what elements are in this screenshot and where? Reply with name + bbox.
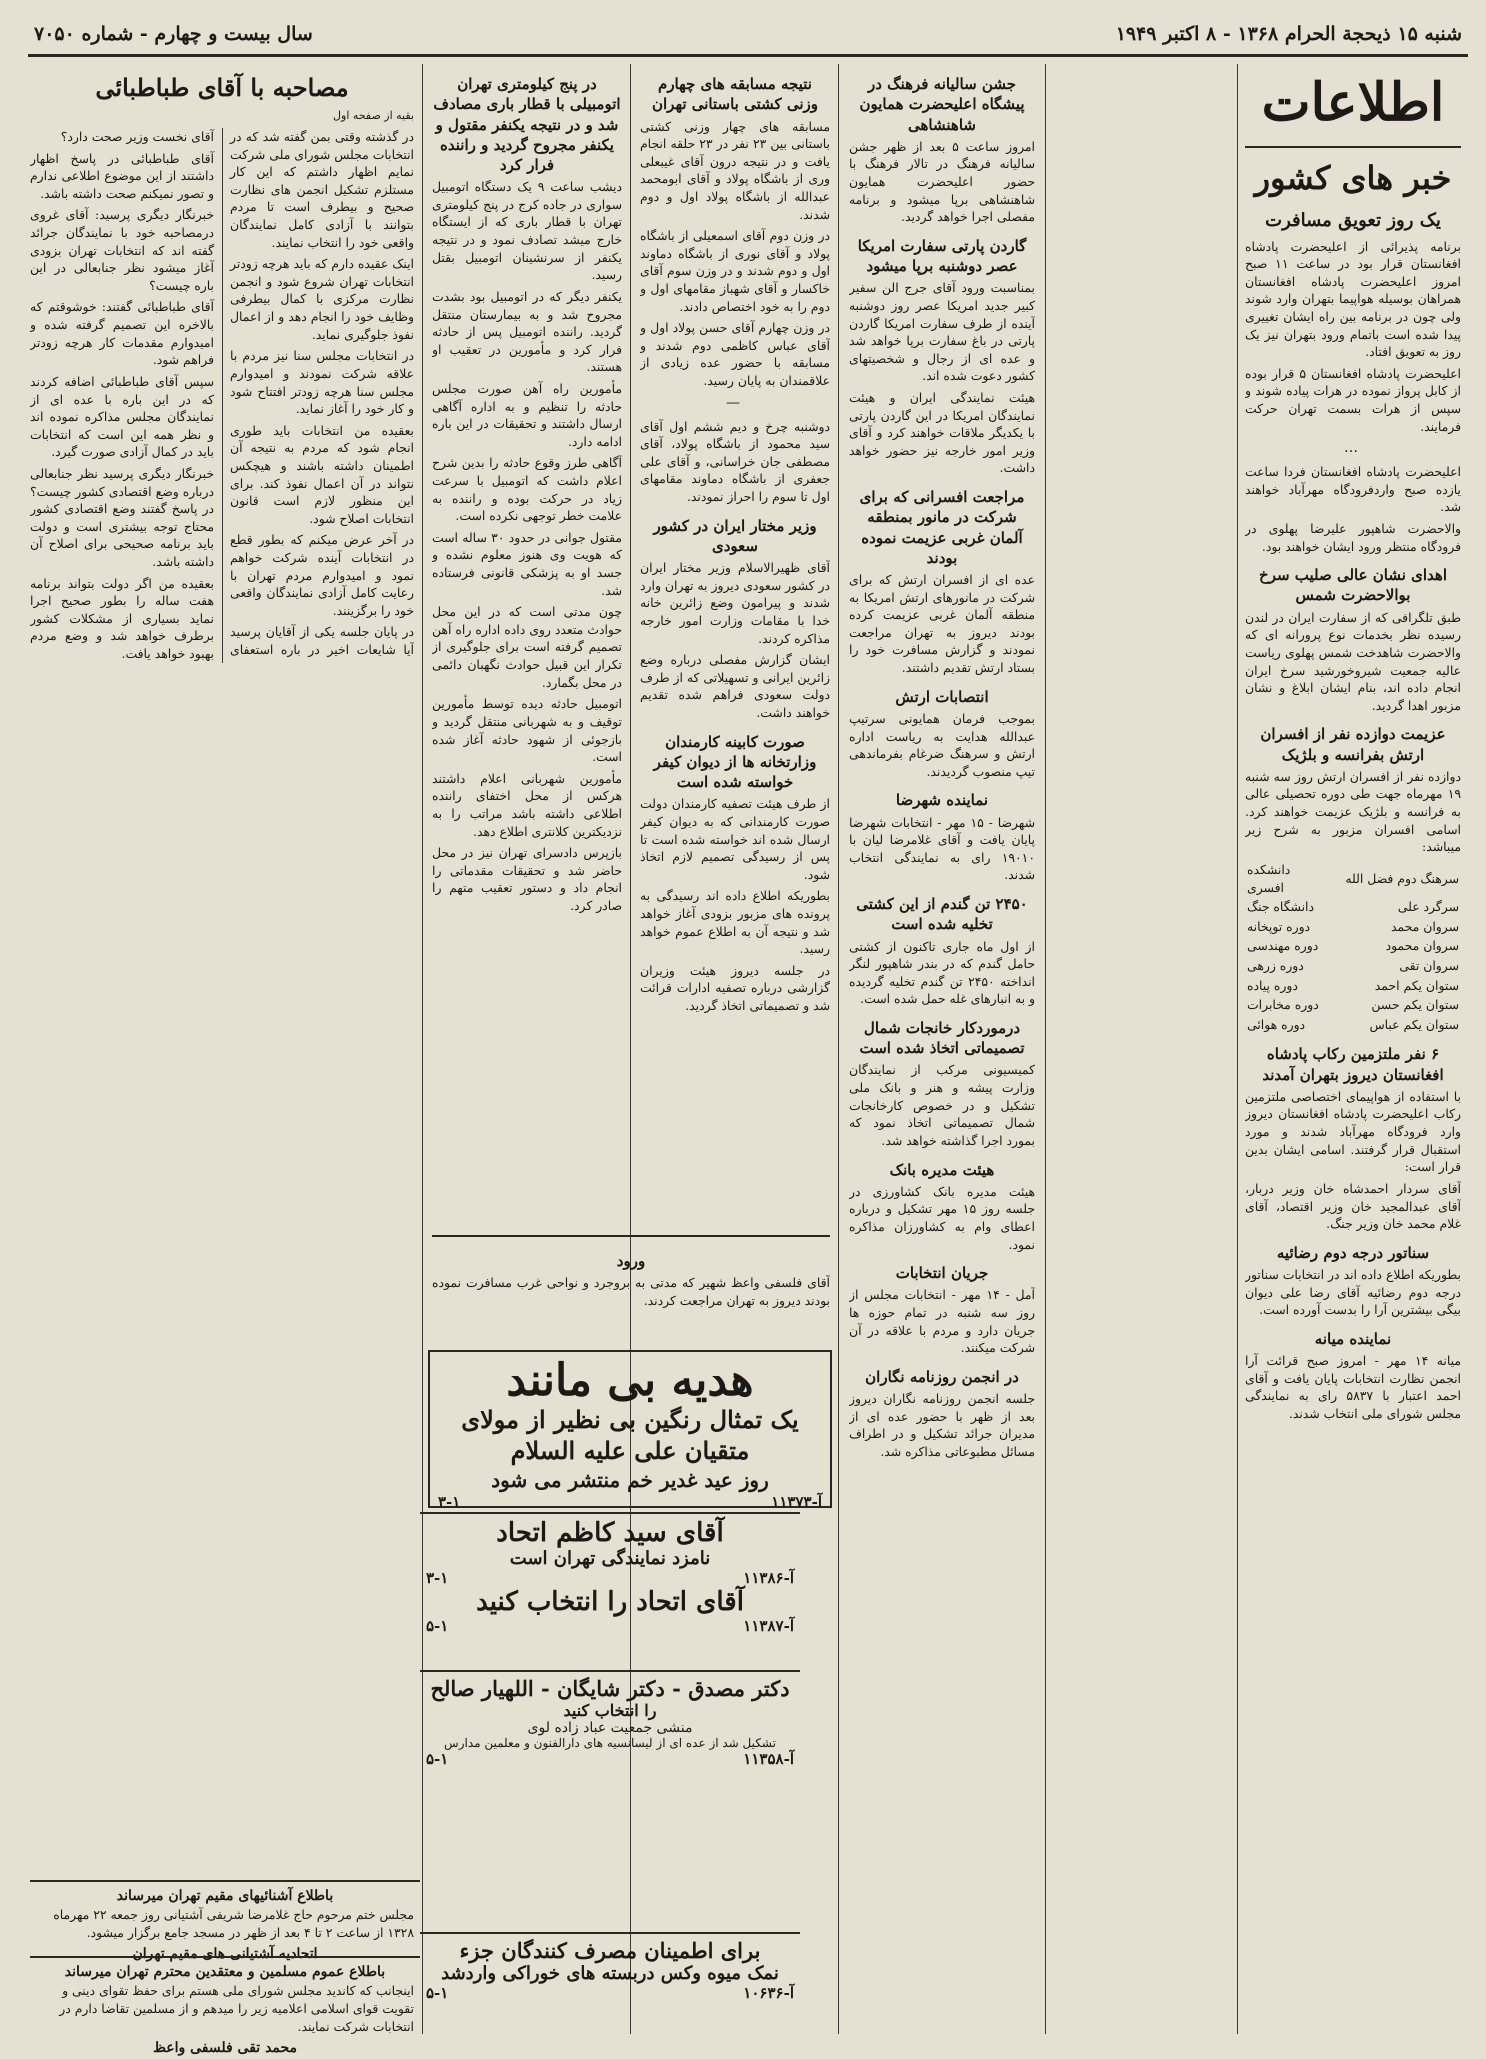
notice-box	[30, 1956, 420, 2057]
article-paragraph: بعقیده من اگر دولت بتواند برنامه هفت ساله را بطور صحیح اجرا نماید بسیاری از مشکلات کشور برطرف خواهد شد و وضع مردم بهبود خواهد یافت.	[30, 575, 214, 662]
officer-list	[1245, 860, 1461, 1034]
article-paragraph: با استفاده از هواپیمای اختصاصی ملتزمین رکاب اعلیحضرت پادشاه افغانستان دیروز وارد فرودگاه مهرآباد شدند و مورد استقبال قرار گرفتند. اسامی ایشان بدین قرار است:	[1245, 1088, 1461, 1175]
headline: عزیمت دوازده نفر از افسران ارتش بفرانسه و بلژیک	[1260, 725, 1446, 764]
officer-name: سروان محمد	[1391, 918, 1459, 934]
ad-codes	[426, 1984, 794, 2002]
headline: ۲۴۵۰ تن گندم از این کشتی تخلیه شده است	[856, 895, 1028, 934]
article-paragraph: بطوریکه اطلاع داده اند در انتخابات سناتور درجه دوم رضائیه آقای رضا علی دیوان بیگی بیشترین آرا را بدست آورده است.	[1245, 1267, 1461, 1318]
officer-name: ستوان یکم حسن	[1371, 997, 1459, 1013]
column-5	[30, 64, 414, 1544]
headline: صورت کابینه کارمندان وزارتخانه ها از دیوان کیفر خواسته شده است	[653, 732, 817, 792]
arrival-item	[432, 1235, 830, 1351]
ad-title: دکتر مصدق - دکتر شایگان - اللهیار صالح	[430, 1676, 790, 1701]
headline: گاردن پارتی سفارت امریکا عصر دوشنبه برپا میشود	[857, 236, 1027, 276]
article-paragraph: بازپرس دادسرای تهران نیز در محل حاضر شد و تحقیقات مقدماتی را انجام داد و دستور تعقیب متهم را صادر کرد.	[432, 845, 622, 914]
article-paragraph: دوشنبه چرخ و دیم ششم اول آقای سید محمود از باشگاه پولاد، آقای مصطفی جان خراسانی، و آقای علی جعفری از باشگاه دماوند مقامهای اول تا سوم را احراز نمودند.	[640, 418, 830, 504]
officer-name: سروان محمود	[1385, 938, 1459, 954]
ad-signature: منشی جمعیت عباد زاده لوی	[527, 1720, 693, 1736]
issue-header	[28, 14, 1468, 57]
ad-code: ۳-۱	[438, 1492, 461, 1511]
article-paragraph: مقتول جوانی در حدود ۳۰ ساله است که هویت وی هنوز معلوم نشده و جسد او به پزشکی قانونی فرستاده شد.	[432, 529, 622, 598]
divider: …	[1344, 440, 1362, 457]
article-paragraph: آقای سردار احمدشاه خان وزیر دربار، آقای عبدالمجید خان وزیر اقتصاد، آقای غلام محمد خان وزیر جنگ.	[1245, 1180, 1461, 1232]
advertisement-candidate	[420, 1512, 800, 1666]
ad-code: آ-۱۱۳۸۷	[743, 1617, 794, 1635]
ad-code: ۵-۱	[426, 1750, 449, 1768]
article-paragraph: برنامه پذیرائی از اعلیحضرت پادشاه افغانستان قرار بود در ساعت ۱۱ صبح امروز اعلیحضرت پادشاه افغانستان همراهان بوسیله هواپیما بتهران وارد شوند ولی چون در برنامه بین راه ایشان تغییری پیدا شده است باتمام ورود بتهران نیز یک روز به تعویق افتاد.	[1245, 238, 1461, 360]
article-paragraph: در وزن چهارم آقای حسن پولاد اول و آقای عباس کاظمی دوم شدند و مسابقه با حضور عده زیادی از علاقمندان به پایان رسید.	[640, 320, 830, 389]
notice-heading: باطلاع عموم مسلمین و معتقدین محترم تهران میرساند	[64, 1964, 386, 1980]
column-rule	[838, 64, 839, 2034]
article-paragraph: از طرف هیئت تصفیه کارمندان دولت صورت کارمندانی که به دیوان کیفر ارسال شده اند خواسته شده است تا پس از رسیدگی تصمیم لازم اتخاذ شود.	[640, 796, 830, 882]
ad-code: آ-۱۱۳۸۶	[743, 1569, 794, 1587]
article-paragraph: مأمورین شهربانی اعلام داشتند هرکس از محل اختفای راننده اطلاعی داشته باشد مراتب را به نزدیکترین کلانتری اطلاع دهد.	[432, 770, 622, 839]
article-paragraph: در آخر عرض میکنم که بطور قطع در انتخابات آینده شرکت خواهم نمود و امیدوارم مردم تهران با رعایت کامل آزادی نمایندگان واقعی خود را برگزینند.	[230, 532, 414, 618]
article-paragraph: سپس آقای طباطبائی اضافه کردند که در این باره با عده ای از نمایندگان مجلس مذاکره نموده اند و نظر همه این است که انتخابات باید در کمال آزادی صورت گیرد.	[30, 373, 214, 460]
article-paragraph: در انتخابات مجلس سنا نیز مردم با علاقه شرکت نمودند و امیدوارم مجلس سنا هرچه زودتر افتتاح شود و کار خود را آغاز نماید.	[230, 348, 414, 417]
ad-line: نمک میوه وکس دربسته های خوراکی واردشد	[441, 1963, 779, 1984]
headline: ورود	[616, 1252, 646, 1270]
headline: مصاحبه با آقای طباطبائی	[95, 73, 349, 102]
ad-codes	[426, 1569, 794, 1587]
article-paragraph: ایشان گزارش مفصلی درباره وضع زائرین ایرانی و تسهیلاتی که از طرف دولت سعودی فراهم شده تقدیم خواهند داشت.	[640, 652, 830, 720]
issue-volume: سال بیست و چهارم - شماره ۷۰۵۰	[34, 23, 313, 45]
article-paragraph: آقای ظهیرالاسلام وزیر مختار ایران در کشور سعودی دیروز به تهران وارد شدند و پیرامون وضع زائرین خانه خدا با مقامات وزارت امور خارجه مذاکره کردند.	[640, 560, 830, 646]
article-paragraph: در گذشته وقتی بمن گفته شد که در انتخابات مجلس شورای ملی شرکت نمایم اظهار داشتم که این کار مستلزم تشکیل انجمن های نظارت صحیح و بیطرف است تا مردم بتوانند با آزادی کامل نمایندگان واقعی خود را انتخاب نمایند.	[230, 129, 414, 250]
article-paragraph: یکنفر دیگر که در اتومبیل بود بشدت مجروح شد و به بیمارستان منتقل گردید. راننده اتومبیل پس از حادثه فرار کرد و مأمورین در تعقیب او هستند.	[432, 288, 622, 375]
officer-branch: دوره پیاده	[1247, 977, 1298, 993]
officer-name: سروان تقی	[1399, 957, 1459, 973]
headline: جشن سالیانه فرهنگ در پیشگاه اعلیحضرت همایون شاهنشاهی	[859, 75, 1025, 134]
officer-branch: دانشگاه جنگ	[1247, 899, 1314, 915]
list-item	[1245, 956, 1461, 976]
column-2	[849, 64, 1035, 2029]
ad-title: آقای سید کاظم اتحاد	[496, 1518, 724, 1548]
ad-slogan: آقای اتحاد را انتخاب کنید	[476, 1587, 744, 1617]
article-paragraph: دوازده نفر از افسران ارتش روز سه شنبه ۱۹ مهرماه جهت طی دوره تحصیلی عالی به فرانسه و بلژیک عزیمت خواهند کرد. اسامی افسران مزبور به شرح زیر میباشد:	[1245, 768, 1461, 855]
ad-line: یک تمثال رنگین بی نظیر از مولای متقیان علی علیه السلام	[461, 1405, 799, 1466]
article-paragraph: بعقیده من انتخابات باید طوری انجام شود که مردم به نتیجه آن اطمینان داشته باشند و هیچکس نتواند در آن اعمال نفوذ کند. برای این منظور لازم است قانون انتخابات اصلاح شود.	[230, 422, 414, 526]
notice-signature: اتحادیه آشتیانی های مقیم تهران	[132, 1946, 318, 1963]
list-item	[1245, 897, 1461, 917]
article-paragraph: هیئت نمایندگی ایران و هیئت نمایندگان امریکا در این گاردن پارتی با یکدیگر ملاقات خواهند کرد و آقای وزیر امور خارجه نیز حضور خواهد داشت.	[849, 389, 1035, 476]
article-paragraph: اینک عقیده دارم که باید هرچه زودتر انتخابات تهران شروع شود و انجمن نظارت مرکزی با کمال بیطرفی وظایف خود را انجام دهد و از اعمال نفوذ جلوگیری نماید.	[230, 256, 414, 342]
officer-branch: دوره زرهی	[1247, 957, 1304, 973]
article-paragraph: جلسه انجمن روزنامه نگاران دیروز بعد از ظهر با حضور عده ای از مدیران جرائد تشکیل و در اطراف مسائل مطبوعاتی مذاکره شد.	[849, 1391, 1035, 1459]
article-paragraph: از اول ماه جاری تاکنون از کشتی حامل گندم که در بندر شاهپور لنگر انداخته ۲۴۵۰ تن گندم تخلیه گردیده و به انبارهای غله حمل شده است.	[849, 938, 1035, 1007]
notice-signature: محمد تقی فلسفی واعظ	[152, 2040, 298, 2057]
officer-name: ستوان یکم احمد	[1374, 977, 1459, 993]
column-4	[432, 64, 622, 1234]
article-paragraph: امروز ساعت ۵ بعد از ظهر جشن سالیانه فرهنگ در تالار فرهنگ با حضور اعلیحضرت همایون شاهنشاهی برپا میشود و برنامه مفصلی اجرا خواهد گردید.	[849, 138, 1035, 225]
officer-name: ستوان یکم عباس	[1369, 1016, 1459, 1032]
officer-branch: دوره مهندسی	[1247, 938, 1319, 954]
article-paragraph: آقای فلسفی واعظ شهیر که مدتی به بروجرد و نواحی غرب مسافرت نموده بودند دیروز به تهران مراجعت کردند.	[432, 1275, 830, 1308]
advertisement-gift	[428, 1350, 832, 1511]
article-paragraph: کمیسیونی مرکب از نمایندگان وزارت پیشه و هنر و بانک ملی تشکیل و در خصوص کارخانجات شمال تصمیماتی اتخاذ نمود که بمورد اجرا گذاشته خواهد شد.	[849, 1062, 1035, 1148]
article-paragraph: در وزن دوم آقای اسمعیلی از باشگاه پولاد و آقای نوری از باشگاه دماوند اول و دوم شدند و در وزن سوم آقای خاکسار و آقای شهباز مقامهای اول و دوم را به خود اختصاص دادند.	[640, 228, 830, 314]
article-paragraph: والاحضرت شاهپور علیرضا پهلوی در فرودگاه منتظر ورود ایشان خواهند بود.	[1245, 520, 1461, 554]
article-paragraph: هیئت مدیره بانک کشاورزی در جلسه روز ۱۵ مهر تشکیل و درباره اعطای وام به کشاورزان مذاکره نمود.	[849, 1183, 1035, 1252]
article-paragraph: دیشب ساعت ۹ یک دستگاه اتومبیل سواری در جاده کرج در پنج کیلومتری تهران با قطار باری که از ایستگاه خارج میشد تصادف نمود و در نتیجه یکنفر از سرنشینان اتومبیل بقتل رسید.	[432, 179, 622, 283]
article-paragraph: شهرضا - ۱۵ مهر - انتخابات شهرضا پایان یافت و آقای غلامرضا لیان با ۱۹۰۱۰ رای به نمایندگی انتخاب شدند.	[849, 814, 1035, 883]
headline: نماینده شهرضا	[895, 791, 989, 810]
ad-codes	[426, 1750, 794, 1768]
ad-title: هدیه بی مانند	[506, 1355, 754, 1406]
article-paragraph: آگاهی طرز وقوع حادثه را بدین شرح اعلام داشت که اتومبیل با سرعت زیاد در حرکت بوده و راننده به علامت خطر توجهی نکرده است.	[432, 455, 622, 524]
section-title: خبر های کشور	[1254, 158, 1452, 197]
continued-note: بقیه از صفحه اول	[333, 109, 414, 123]
article-paragraph: مسابقه های چهار وزنی کشتی باستانی بین ۲۳ نفر در ۲۳ حلقه انجام یافت و در نتیجه درون آقای غیبعلی وری از باشگاه پولاد و آقای ابومحمد عبدالله از باشگاه پولاد اول و دوم شدند.	[640, 118, 830, 222]
advertisement-candidates	[420, 1670, 800, 1800]
headline: در پنج کیلومتری تهران اتومبیلی با قطار باری مصادف شد و در نتیجه یکنفر مقتول و یکنفر مجروح گردید و راننده فرار کرد	[433, 75, 621, 174]
notice-body: مجلس ختم مرحوم حاج غلامرضا شریفی آشتیانی روز جمعه ۲۲ مهرماه ۱۳۲۸ از ساعت ۲ تا ۴ بعد از ظهر در مسجد جامع برگزار میشود.	[53, 1907, 414, 1941]
headline: اهدای نشان عالی صلیب سرخ بوالاحضرت شمس	[1259, 566, 1447, 605]
notice-box	[30, 1880, 420, 1963]
divider: —	[726, 394, 744, 411]
ad-code: آ-۱۱۳۷۳	[771, 1492, 822, 1511]
headline: نتیجه مسابقه های چهارم وزنی کشتی باستانی تهران	[651, 75, 819, 114]
article-paragraph: اعلیحضرت پادشاه افغانستان ۵ قرار بوده از کابل پرواز نموده در هرات پیاده شوند و سپس از هرات بسمت تهران حرکت فرمایند.	[1245, 365, 1461, 434]
headline: وزیر مختار ایران در کشور سعودی	[653, 516, 817, 555]
officer-name: سرهنگ دوم فضل الله	[1345, 870, 1459, 886]
ad-code: آ-۱۰۶۳۶	[743, 1984, 794, 2002]
officer-branch: دانشکده افسری	[1247, 861, 1291, 895]
headline: ۶ نفر ملتزمین رکاب پادشاه افغانستان دیروز بتهران آمدند	[1262, 1045, 1444, 1084]
ad-code: ۵-۱	[426, 1617, 449, 1635]
officer-branch: دوره مخابرات	[1247, 997, 1319, 1013]
column-3	[640, 64, 830, 1344]
ad-line: روز عید غدیر خم منتشر می شود	[491, 1467, 769, 1492]
article-paragraph: خبرنگار دیگری پرسید نظر جنابعالی درباره وضع اقتصادی کشور چیست؟ در پاسخ گفتند وضع اقتصادی کشور محتاج توجه بیشتری است و دولت باید برنامه صحیحی برای اصلاح آن داشته باشد.	[30, 465, 214, 570]
notice-heading: باطلاع آشنائیهای مقیم تهران میرساند	[116, 1888, 334, 1904]
headline: انتصابات ارتش	[895, 687, 989, 706]
article-paragraph: در جلسه دیروز هیئت وزیران گزارشی درباره تصفیه ادارات قرائت شد و تصمیماتی اتخاذ گردید.	[640, 962, 830, 1013]
article-paragraph: آمل - ۱۴ مهر - انتخابات مجلس از روز سه شنبه در تمام حوزه ها جریان دارد و مردم با علاقه در آن شرکت میکنند.	[849, 1287, 1035, 1356]
ad-code: ۵-۱	[426, 1984, 449, 2002]
ad-code: آ-۱۱۳۵۸	[743, 1750, 794, 1768]
ad-title: برای اطمینان مصرف کنندگان جزء	[459, 1938, 761, 1963]
list-item	[1245, 1015, 1461, 1035]
article-paragraph: آقای طباطبائی در پاسخ اظهار داشتند از این موضوع اطلاعی ندارم و تصور نمیکنم صحت داشته باشد.	[30, 150, 214, 201]
article-paragraph: مأمورین راه آهن صورت مجلس حادثه را تنظیم و به اداره آگاهی ارسال داشتند و تحقیقات در این باره ادامه دارد.	[432, 380, 622, 449]
advertisement-product	[420, 1932, 800, 2036]
article-paragraph: اعلیحضرت پادشاه افغانستان فردا ساعت یازده صبح واردفرودگاه مهرآباد خواهند شد.	[1245, 464, 1461, 515]
notice-body: اینجانب که کاندید مجلس شورای ملی هستم برای حفظ تقوای دینی و تقویت قوای اسلامی اعلامیه زیر را میدهم و از مسلمین تقاضا دارم در انتخابات شرکت نمایند.	[59, 1983, 414, 2035]
headline: یک روز تعویق مسافرت	[1265, 210, 1441, 232]
headline: درموردکار خانجات شمال تصمیماتی اتخاذ شده است	[859, 1018, 1025, 1058]
article-paragraph: بطوریکه اطلاع داده اند رسیدگی به پرونده های مزبور بزودی آغاز خواهد شد و نتیجه آن به اطلاع عموم خواهد رسید.	[640, 888, 830, 957]
ad-codes	[438, 1493, 822, 1511]
headline: در انجمن روزنامه نگاران	[865, 1367, 1019, 1386]
ad-code: ۳-۱	[426, 1569, 449, 1587]
article-paragraph: خبرنگار دیگری پرسید: آقای غروی درمصاحبه خود با نمایندگان جرائد گفته اند که انتخابات تهران بزودی آغاز میشود نظر جنابعالی در این باره چیست؟	[30, 207, 214, 293]
article-paragraph: طبق تلگرافی که از سفارت ایران در لندن رسیده نظر بخدمات نوع پرورانه ای که والاحضرت شاهدخت شمس پهلوی ریاست عالیه جمعیت شیروخورشید سرخ ایران انجام داده اند، بنام ایشان ابلاغ و نشان مزبور اهدا گردید.	[1245, 609, 1461, 713]
article-paragraph: بمناسبت ورود آقای جرج الن سفیر کبیر جدید امریکا عصر روز دوشنبه آینده از طرف سفارت امریکا گاردن پارتی در باغ سفارت برپا خواهد شد و عده ای از رجال و شخصیتهای کشور دعوت شده اند.	[849, 280, 1035, 384]
officer-branch: دوره هوائی	[1247, 1016, 1306, 1032]
column-1	[1245, 64, 1461, 2029]
ad-slogan: را انتخاب کنید	[563, 1701, 657, 1720]
article-paragraph: آقای طباطبائی گفتند: خوشوقتم که بالاخره این تصمیم گرفته شده و امیدوارم مقدمات کار هرچه زودتر فراهم شود.	[30, 299, 214, 368]
list-item	[1245, 917, 1461, 937]
ad-codes	[426, 1617, 794, 1635]
interview-body	[30, 128, 414, 663]
officer-branch: دوره توپخانه	[1247, 918, 1311, 934]
headline: مراجعت افسرانی که برای شرکت در مانور بمنطقه آلمان غربی عزیمت نموده بودند	[859, 488, 1025, 567]
newspaper-masthead: اطلاعات	[1245, 64, 1461, 148]
list-item	[1245, 995, 1461, 1015]
ad-note: تشکیل شد از عده ای از لیسانسیه های دارالفنون و معلمین مدارس	[444, 1736, 776, 1750]
list-item	[1245, 860, 1461, 897]
headline: نماینده میانه	[1314, 1329, 1392, 1348]
headline: سناتور درجه دوم رضائیه	[1276, 1243, 1430, 1262]
column-rule	[1237, 64, 1238, 2034]
article-paragraph: بموجب فرمان همایونی سرتیپ عبدالله هدایت به ریاست اداره ارتش و سرهنگ ضرغام بفرماندهی تیپ منصوب گردیدند.	[849, 710, 1035, 779]
article-paragraph: عده ای از افسران ارتش که برای شرکت در مانورهای ارتش امریکا به منطقه آلمان غربی عزیمت کرده بودند دیروز به تهران مراجعت نمودند و گزارش مسافرت خود را بستاد ارتش تقدیم داشتند.	[849, 572, 1035, 676]
headline: جریان انتخابات	[895, 1264, 989, 1283]
article-paragraph: اتومبیل حادثه دیده توسط مأمورین توقیف و به شهربانی منتقل گردید و بازجوئی از شهود حادثه آغاز شده است.	[432, 696, 622, 765]
article-paragraph: میانه ۱۴ مهر - امروز صبح قرائت آرا انجمن نظارت انتخابات پایان یافت و آقای احمد اعتبار با ۵۸۳۷ رای به نمایندگی مجلس شورای ملی انتخاب شدند.	[1245, 1353, 1461, 1421]
article-paragraph: چون مدتی است که در این محل حوادث متعدد روی داده اداره راه آهن تصمیم گرفته است برای جلوگیری از تکرار این قبیل حوادث نگهبان دائمی در محل بگمارد.	[432, 604, 622, 690]
ad-line: نامزد نمایندگی تهران است	[509, 1548, 711, 1569]
article-paragraph: در پایان جلسه یکی از آقایان پرسید آیا شایعات اخیر در باره استعفای آقای نخست وزیر صحت دارد؟	[60, 129, 414, 658]
officer-name: سرگرد علی	[1397, 899, 1459, 915]
list-item	[1245, 976, 1461, 996]
column-rule	[1045, 64, 1046, 2034]
headline: هیئت مدیره بانک	[889, 1160, 995, 1179]
issue-date: شنبه ۱۵ ذیحجة الحرام ۱۳۶۸ - ۸ اکتبر ۱۹۴۹	[1115, 23, 1462, 45]
list-item	[1245, 936, 1461, 956]
